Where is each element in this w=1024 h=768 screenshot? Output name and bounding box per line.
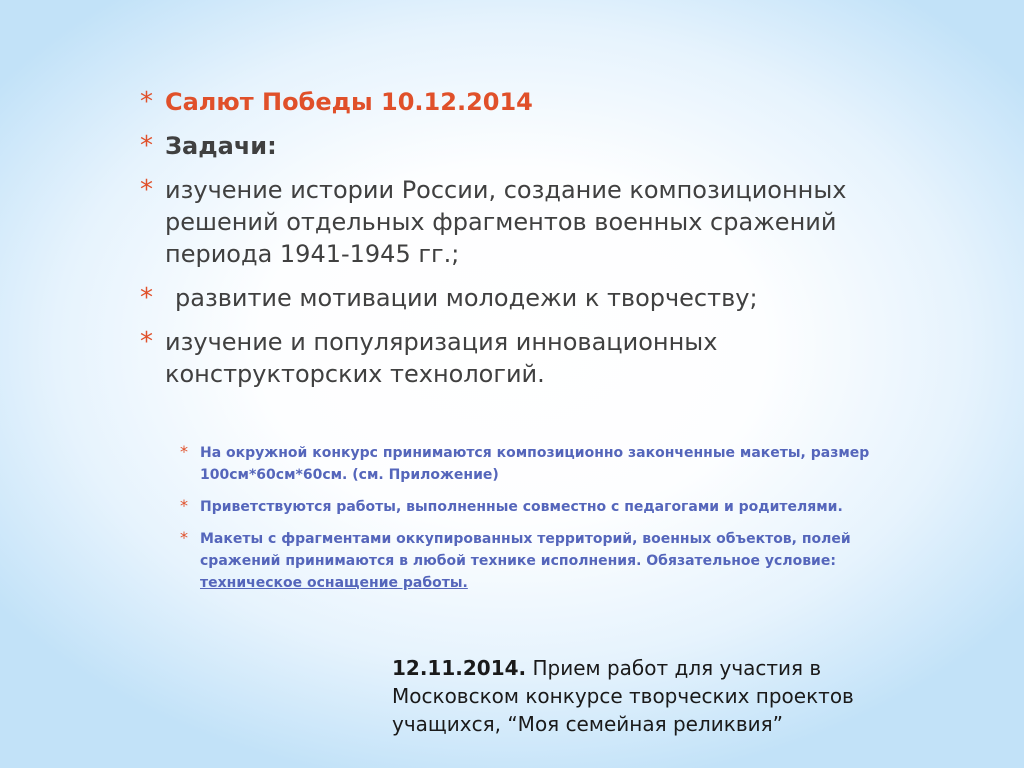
task-text: изучение истории России, создание композиционных решений отдельных фрагментов военных сражений периода 1941-1945 гг.; — [165, 176, 847, 268]
slide-title: Салют Победы 10.12.2014 — [165, 88, 533, 116]
sub-item-text: Макеты с фрагментами оккупированных территорий, военных объектов, полей сражений принимаются в любой технике исполнения. Обязательное условие: — [200, 531, 851, 569]
sub-item-text: На окружной конкурс принимаются композиционно законченные макеты, размер 100см*60см*60см. (см. Приложение) — [200, 445, 870, 483]
list-item-tasks-heading — [140, 130, 930, 162]
asterisk-bullet-icon: * — [140, 283, 153, 313]
sub-list-item — [180, 528, 900, 594]
list-item-task — [140, 282, 930, 314]
task-text: изучение и популяризация инновационных конструкторских технологий. — [165, 328, 718, 388]
note-text: Прием работ для участия в Московском конкурсе творческих проектов учащихся, “Моя семейная реликвия” — [392, 656, 854, 736]
asterisk-bullet-icon: * — [140, 175, 153, 205]
asterisk-bullet-icon: * — [180, 496, 188, 515]
announcement-note — [392, 654, 952, 738]
list-item-task — [140, 174, 930, 270]
main-bullet-list — [140, 86, 930, 402]
asterisk-bullet-icon: * — [180, 528, 188, 547]
list-item-task — [140, 326, 930, 390]
sub-list-item — [180, 442, 900, 486]
asterisk-bullet-icon: * — [140, 87, 153, 117]
sub-bullet-list — [180, 442, 900, 604]
sub-item-text: Приветствуются работы, выполненные совместно с педагогами и родителями. — [200, 499, 843, 515]
asterisk-bullet-icon: * — [140, 327, 153, 357]
list-item-title — [140, 86, 930, 118]
task-text: развитие мотивации молодежи к творчеству; — [175, 284, 758, 312]
asterisk-bullet-icon: * — [140, 131, 153, 161]
sub-list-item — [180, 496, 900, 518]
asterisk-bullet-icon: * — [180, 442, 188, 461]
note-date: 12.11.2014. — [392, 656, 527, 680]
tasks-heading: Задачи: — [165, 132, 277, 160]
underlined-text: техническое оснащение работы. — [200, 575, 468, 591]
